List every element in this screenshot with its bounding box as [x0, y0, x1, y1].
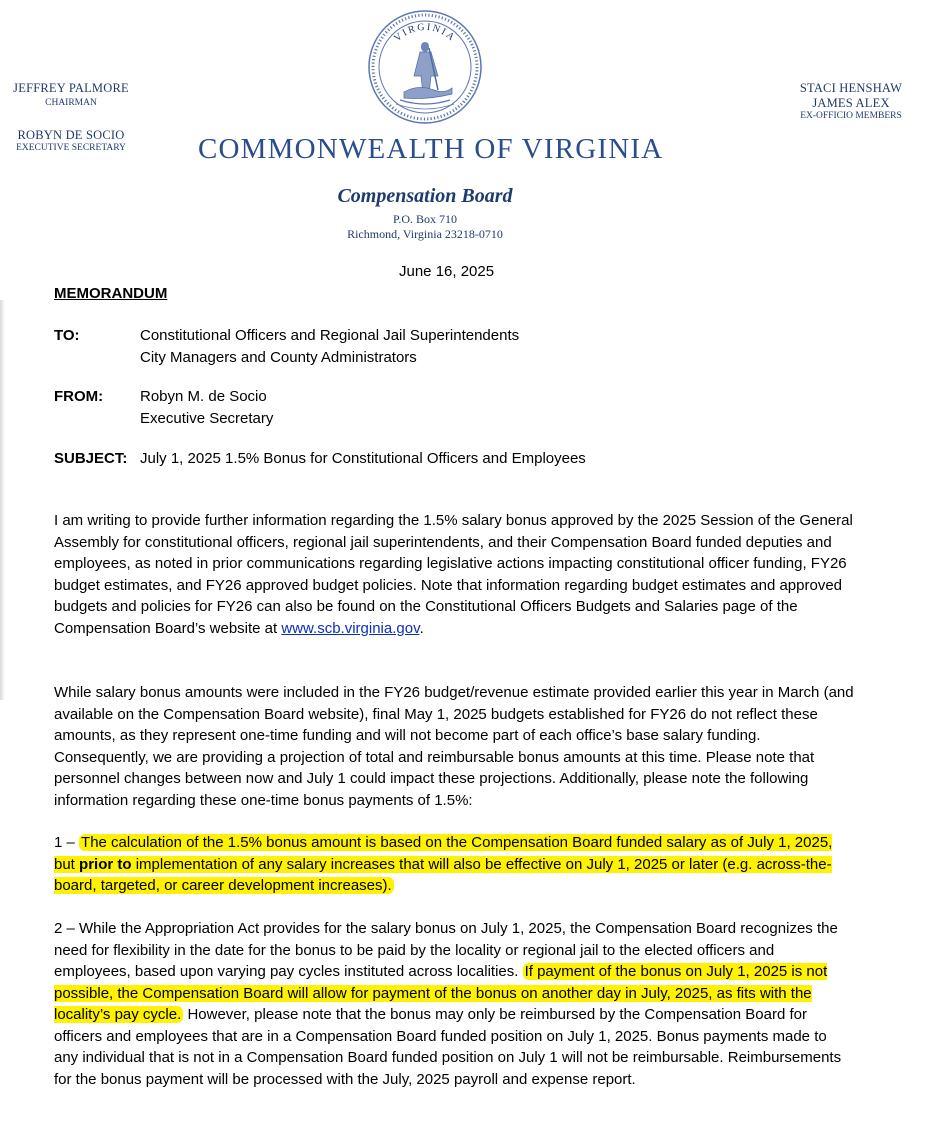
- paragraph-budget: While salary bonus amounts were included in the FY26 budget/revenue estimate provided earlier this year in March (and available on the Compensation Board website), final May 1, 2025 budgets established for FY26 do not reflect these amounts, as they represent one-time funding and will not become part of each office’s base salary funding. Consequently, we are providing a projection of total and reimbursable bonus amounts at this time. Please note that personnel changes between now and July 1 could impact these projections. Additionally, please note the following information regarding these one-time bonus payments of 1.5%:: [54, 684, 854, 809]
- city-address: Richmond, Virginia 23218-0710: [347, 227, 503, 241]
- item-2-highlight: If payment of the bonus on July 1, 2025 is not possible, the Compensation Board will allow for payment of the bonus on another day in July, 2025, as fits with the locality’s pay cycle.: [54, 963, 828, 1023]
- intro-period: .: [419, 619, 424, 637]
- virginia-seal-icon: [366, 8, 484, 126]
- secretary-name: ROBYN DE SOCIO: [17, 128, 125, 142]
- po-box: P.O. Box 710: [392, 212, 457, 226]
- member-name-1: STACI HENSHAW: [799, 81, 903, 95]
- from-label: FROM:: [54, 388, 104, 405]
- item-1-highlight: [54, 834, 832, 894]
- subject-label: SUBJECT:: [54, 450, 128, 467]
- seal-text: VIRGINIA: [392, 21, 458, 45]
- secretary-role: EXECUTIVE SECRETARY: [16, 143, 126, 153]
- chairman-block: [0, 81, 142, 108]
- from-sender: [140, 386, 273, 430]
- item-2-text-b: However, please note that the bonus may only be reimbursed by the Compensation Board for officers and employees that are in a Compensation Board funded position on July 1, 2025. Bonus payments made to any individual that is not in a Compensation Board funded position on July 1 will not be reimbursable. Reimbursements for the bonus payment will be processed with the July, 2025 payroll and expense report.: [54, 1006, 842, 1088]
- from-line-2: Executive Secretary: [140, 410, 274, 427]
- to-label: TO:: [54, 327, 80, 344]
- to-line-1: Constitutional Officers and Regional Jail Superintendents: [140, 327, 520, 344]
- website-link[interactable]: www.scb.virginia.gov: [281, 619, 420, 637]
- from-line-1: Robyn M. de Socio: [140, 388, 267, 405]
- intro-text: I am writing to provide further information regarding the 1.5% salary bonus approved by the 2025 Session of the General Assembly for constitutional officers, regional jail superintendents, and their Compensation Board funded deputies and employees, as noted in prior communications regarding legislative actions impacting constitutional officer funding, FY26 budget estimates, and FY26 approved budget policies. Note that information regarding budget estimates and approved budgets and policies for FY26 can also be found on the Constitutional Officers Budgets and Salaries page of the Compensation Board’s website at: [54, 512, 853, 637]
- item-1-prefix: 1 –: [54, 834, 80, 851]
- board-name: Compensation Board: [337, 185, 513, 207]
- memo-date: June 16, 2025: [399, 263, 495, 280]
- item-1-bold: prior to: [79, 855, 132, 873]
- ex-officio-block: [766, 81, 936, 121]
- paragraph-intro: [54, 510, 854, 639]
- to-line-2: City Managers and County Administrators: [140, 349, 417, 366]
- members-role: EX-OFFICIO MEMBERS: [800, 111, 902, 121]
- letterhead-title: COMMONWEALTH OF VIRGINIA: [198, 133, 664, 165]
- svg-text:VIRGINIA: [392, 22, 458, 44]
- item-1: [54, 832, 854, 897]
- chairman-role: CHAIRMAN: [45, 98, 97, 108]
- item-1-text-b: implementation of any salary increases that will also be effective on July 1, 2025 or later (e.g. across-the-board, targeted, or career development increases).: [54, 855, 832, 894]
- item-1-text-a: The calculation of the 1.5% bonus amount is based on the Compensation Board funded salary as of July 1, 2025, but: [54, 834, 833, 873]
- memo-heading: MEMORANDUM: [54, 285, 168, 302]
- to-recipients: [140, 325, 519, 369]
- page-edge-shadow: [0, 300, 5, 700]
- subject-text: July 1, 2025 1.5% Bonus for Constitutional Officers and Employees: [140, 450, 586, 467]
- item-2: [54, 918, 854, 1090]
- chairman-name: JEFFREY PALMORE: [13, 81, 129, 95]
- secretary-block: [0, 128, 142, 153]
- member-name-2: JAMES ALEX: [812, 96, 890, 110]
- item-2-text-a: 2 – While the Appropriation Act provides for the salary bonus on July 1, 2025, the Compensation Board recognizes the need for flexibility in the date for the bonus to be paid by the locality or regional jail to the elected officers and employees, based upon varying pay cycles instituted across localities.: [54, 920, 838, 980]
